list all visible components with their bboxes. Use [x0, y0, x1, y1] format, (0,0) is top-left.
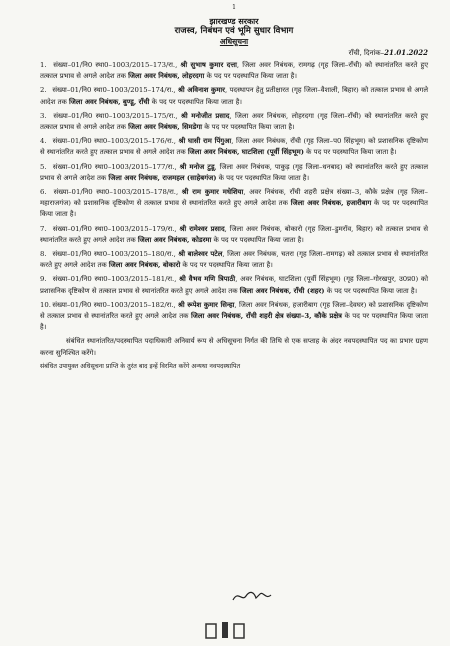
- item-text: , जिला अवर निबंधक, चतरा (गृह जिला–रामगढ़) को तत्काल प्रभाव से स्थानांतरित करते हुए अगले आदेश तक: [40, 250, 428, 270]
- transfer-item: [40, 162, 428, 184]
- item-number: 9.: [40, 275, 47, 284]
- item-text: , जिला अवर निबंधक, लोहरदगा (गृह जिला–राँची) को स्थानांतरित करते हुए तत्काल प्रभाव से अगले आदेश तक: [40, 111, 428, 132]
- item-emphasis: श्री अविनाश कुमार: [177, 86, 225, 95]
- item-text: के पद पर पदस्थापित किया जाता है।: [149, 97, 243, 106]
- item-number: 5.: [40, 162, 47, 171]
- item-emphasis: जिला अवर निबंधक, राँची शहरी क्षेत्र संख्या–3, कौके प्रक्षेत्र: [190, 312, 342, 321]
- item-text: संख्या–01/नि0 स्था0–1003/2015–173/रा.,: [53, 61, 181, 69]
- item-text: संख्या–01/नि0 स्था0–1003/2015–181/रा.,: [52, 275, 180, 284]
- transfer-item: [40, 136, 428, 158]
- closing-paragraph: संबंधित स्थानांतरित/पदस्थापित पदाधिकारी अनिवार्य रूप से अधिसूचना निर्गत की तिथि से एक सप्ताह के अंदर नवपदस्थापित पद का प्रभार ग्रहण करना सुनिश्चित करेंगे।: [40, 337, 428, 357]
- transfer-item: [40, 60, 428, 82]
- date-value: 21.01.2022: [384, 48, 428, 57]
- item-number: 10.: [40, 300, 51, 309]
- item-text: , जिला अवर निबंधक, रामगढ़ (गृह जिला–राँची) को स्थानांतरित करते हुए तत्काल प्रभाव से अगले आदेश तक: [40, 61, 429, 81]
- transfer-item: [40, 187, 428, 221]
- item-emphasis: जिला अवर निबंधक, लोहरदगा: [128, 72, 205, 81]
- item-emphasis: श्री राम कुमार मधेशिया: [181, 188, 244, 197]
- item-text: के पद पर पदस्थापित किया जाता है।: [216, 173, 310, 182]
- date-line: [40, 48, 428, 58]
- item-text: , जिला अवर निबंधक, राँची (गृह जिला–प0 सिंहभूम) को प्रशासनिक दृष्टिकोण से स्थानांतरित करते हुए तत्काल प्रभाव से अगले आदेश तक: [40, 137, 428, 157]
- item-emphasis: जिला अवर निबंधक, राँची (शहर): [239, 286, 325, 295]
- emblem-icon: [200, 620, 250, 642]
- item-text: के पद पर पदस्थापित किया जाता है।: [180, 261, 273, 270]
- item-emphasis: श्री रामेश्वर प्रसाद: [179, 224, 225, 233]
- government-name: झारखण्ड सरकार: [209, 16, 259, 26]
- item-number: 8.: [40, 250, 47, 259]
- item-emphasis: श्री मनोजीत प्रसाद: [180, 111, 230, 120]
- item-text: संख्या–01/नि0 स्था0–1003/2015–177/रा.,: [52, 162, 180, 171]
- item-text: , अवर निबंधक, घाटशिला (पूर्वी सिंहभूम) (गृह जिला–गोरखपुर, उ0प्र0) को प्रशासनिक दृष्टिकोण से तत्काल प्रभाव से स्थानांतरित करते हुए अगले आदेश तक: [40, 275, 428, 295]
- item-text: संख्या–01/नि0 स्था0–1003/2015–180/रा.,: [52, 250, 179, 259]
- item-text: संख्या–01/नि0 स्था0–1003/2015–175/रा.,: [53, 111, 181, 120]
- item-emphasis: जिला अवर निबंधक, बुण्डू, राँची: [69, 97, 150, 106]
- transfer-item: [40, 111, 428, 133]
- item-text: , जिला अवर निबंधक, बोकारो (गृह जिला–डुमरॉव, बिहार) को तत्काल प्रभाव से स्थानांतरित करते हुए अगले आदेश तक: [40, 224, 429, 244]
- item-text: के पद पर पदस्थापित किया जाता है।: [211, 235, 304, 244]
- item-text: , जिला अवर निबंधक, हजारीबाग (गृह जिला–देवघर) को प्रशासनिक दृष्टिकोण से तत्काल प्रभाव से स्थानांतरित करते हुए अगले आदेश तक: [40, 300, 429, 321]
- copy-note: संबंधित उपायुक्त अधिसूचना प्राप्ति के तुरंत बाद इन्हें विरमित करेंगे अन्यथा नवपदस्थापित: [40, 362, 241, 370]
- item-number: 7.: [40, 224, 47, 233]
- transfer-list: [40, 60, 428, 333]
- item-text: संख्या–01/नि0 स्था0–1003/2015–176/रा.,: [52, 137, 179, 146]
- item-number: 1.: [40, 61, 47, 69]
- item-number: 4.: [40, 137, 47, 146]
- item-emphasis: जिला अवर निबंधक, कोडरमा: [137, 235, 212, 244]
- item-emphasis: श्री रूपेश कुमार सिन्हा: [178, 300, 235, 309]
- item-emphasis: जिला अवर निबंधक, बोकारो: [108, 261, 181, 270]
- item-emphasis: श्री बालेश्वर पटेल: [178, 250, 223, 259]
- item-number: 2.: [40, 86, 47, 95]
- item-number: 6.: [40, 188, 47, 197]
- notification-heading: अधिसूचना: [219, 37, 249, 46]
- signature-mark: [230, 588, 274, 606]
- item-emphasis: जिला अवर निबंधक, हजारीबाग: [290, 199, 372, 208]
- item-text: के पद पर पदस्थापित किया जाता है।: [204, 72, 297, 81]
- item-emphasis: श्री मनोज टुडू: [179, 162, 215, 171]
- transfer-item: [40, 274, 428, 296]
- item-text: , जिला अवर निबंधक, पाकुड़ (गृह जिला–धनबाद) को स्थानांतरित करते हुए तत्काल प्रभाव से अगले आदेश तक: [40, 162, 429, 182]
- item-emphasis: जिला अवर निबंधक, राजमहल (साहेबगंज): [108, 173, 217, 182]
- item-emphasis: जिला अवर निबंधक, सिमडेगा: [128, 123, 202, 132]
- item-emphasis: जिला अवर निबंधक, घाटशिला (पूर्वी सिंहभूम): [187, 148, 304, 157]
- item-text: के पद पर पदस्थापित किया जाता है।: [202, 123, 295, 132]
- item-text: के पद पर पदस्थापित किया जाता है।: [40, 199, 428, 219]
- item-text: , पदस्थापन हेतु प्रतीक्षारत (गृह जिला–वैशाली, बिहार) को तत्काल प्रभाव से अगले आदेश तक: [40, 86, 429, 106]
- transfer-item: [40, 224, 428, 246]
- item-text: संख्या–01/नि0 स्था0–1003/2015–174/रा.,: [52, 86, 178, 95]
- item-emphasis: श्री वैभव मणि त्रिपाठी: [179, 275, 236, 284]
- item-text: संख्या–01/नि0 स्था0–1003/2015–182/रा.,: [52, 300, 179, 309]
- page-number: 1: [232, 4, 236, 11]
- item-text: के पद पर पदस्थापित किया जाता है।: [324, 286, 418, 295]
- item-emphasis: श्री घासी राम पिंगुआ: [178, 137, 232, 146]
- transfer-item: [40, 85, 428, 107]
- transfer-item: [40, 300, 428, 334]
- item-number: 3.: [40, 111, 47, 120]
- item-emphasis: श्री सुभाष कुमार दत्ता: [180, 61, 237, 69]
- transfer-item: [40, 249, 428, 271]
- item-text: के पद पर पदस्थापित किया जाता है।: [303, 148, 397, 157]
- date-place: राँची, दिनांक–: [348, 49, 385, 57]
- item-text: के पद पर पदस्थापित किया जाता है।: [40, 312, 428, 332]
- item-text: , अवर निबंधक, राँची शहरी प्रक्षेत्र संख्या–3, कौके प्रक्षेत्र (गृह जिला–महाराजगंज) को प्रशासनिक दृष्टिकोण से तत्काल प्रभाव से स्थानांतरित करते हुए अगले आदेश तक: [40, 188, 429, 208]
- item-text: संख्या–01/नि0 स्था0–1003/2015–179/रा.,: [52, 224, 180, 233]
- item-text: संख्या–01/नि0 स्था0–1003/2015–178/रा.,: [53, 188, 182, 197]
- department-name: राजस्व, निबंधन एवं भूमि सुधार विभाग: [174, 26, 294, 36]
